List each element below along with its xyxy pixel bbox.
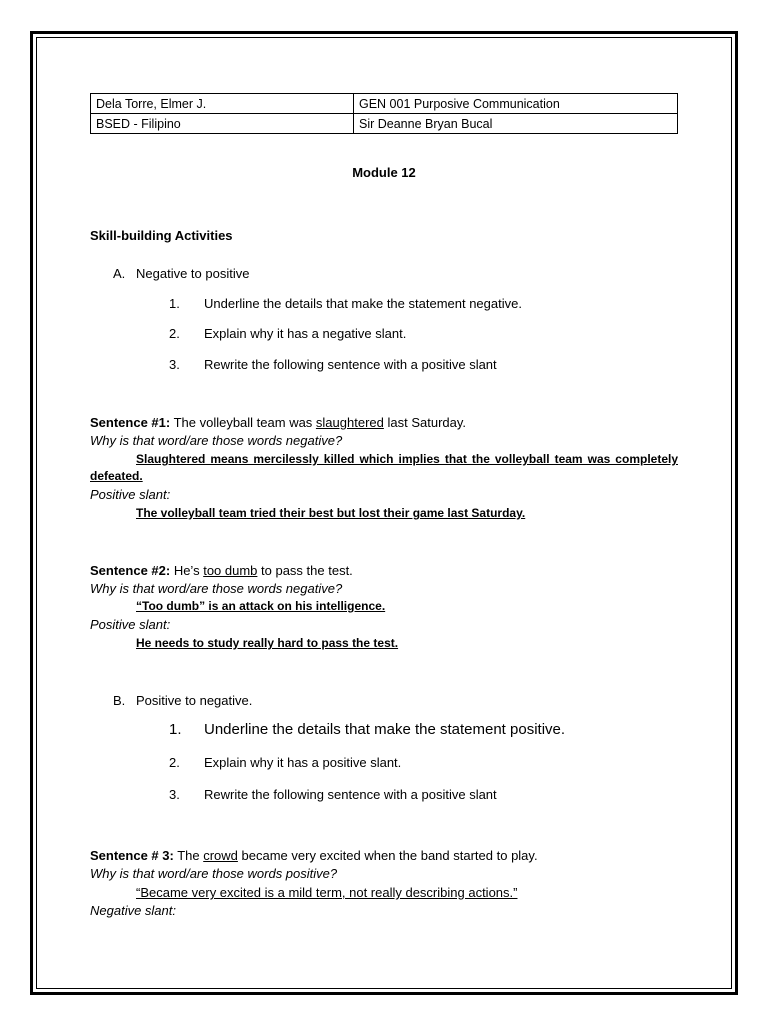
header-table [90,93,678,134]
instructor-cell: Sir Deanne Bryan Bucal [354,114,678,134]
sentence-1 [90,415,466,430]
part-b-step-num: 2. [169,755,180,770]
sentence-label: Sentence # 3: [90,848,174,863]
slant-label: Positive slant: [90,617,171,632]
answer-text: “Became very excited is a mild term, not really describing actions.” [136,885,518,900]
sentence-label: Sentence #2: [90,563,171,578]
sentence-label: Sentence #1: [90,415,171,430]
answer-text: “Too dumb” is an attack on his intelligence. [136,599,386,613]
part-b-marker: B. [113,693,126,708]
underlined-word: slaughtered [315,415,384,430]
part-a-step-text: Explain why it has a negative slant. [204,326,407,341]
program-cell: BSED - Filipino [91,114,354,134]
question-label: Why is that word/are those words negative? [90,581,343,596]
sentence-text: The [173,848,204,863]
underlined-word: too dumb [203,563,258,578]
part-b-step-text: Explain why it has a positive slant. [204,755,402,770]
part-b-title: Positive to negative. [136,693,253,708]
underlined-word: crowd [203,848,238,863]
sentence-3 [90,848,538,863]
part-a-step-num: 2. [169,326,180,341]
sentence-text: became very excited when the band started to play. [237,848,538,863]
sentence-text: The volleyball team was [170,415,316,430]
slant-answer: The volleyball team tried their best but lost their game last Saturday. [136,506,526,520]
part-b-step-num: 1. [169,721,182,738]
question-label: Why is that word/are those words positive? [90,866,338,881]
part-b-step-num: 3. [169,787,180,802]
question-label: Why is that word/are those words negative? [90,433,343,448]
module-title: Module 12 [352,165,416,180]
slant-answer: He needs to study really hard to pass the test. [136,636,399,650]
header-row [91,94,678,114]
part-a-step-text: Rewrite the following sentence with a positive slant [204,357,497,372]
header-row [91,114,678,134]
sentence-text: last Saturday. [383,415,467,430]
section-heading: Skill-building Activities [90,228,233,243]
slant-label: Positive slant: [90,487,171,502]
part-a-title: Negative to positive [136,266,250,281]
course-code-cell: GEN 001 Purposive Communication [354,94,678,114]
sentence-text: He’s [170,563,204,578]
part-a-marker: A. [113,266,126,281]
sentence-text: to pass the test. [257,563,353,578]
part-b-step-text: Rewrite the following sentence with a positive slant [204,787,497,802]
part-b-step-text: Underline the details that make the statement positive. [204,721,566,738]
answer-text-continued: defeated. [90,469,143,483]
student-name-cell: Dela Torre, Elmer J. [91,94,354,114]
part-a-step-num: 1. [169,296,180,311]
slant-label: Negative slant: [90,903,176,918]
sentence-2 [90,563,353,578]
part-a-step-num: 3. [169,357,180,372]
part-a-step-text: Underline the details that make the statement negative. [204,296,522,311]
answer-text: Slaughtered means mercilessly killed which implies that the volleyball team was completely [136,452,678,466]
